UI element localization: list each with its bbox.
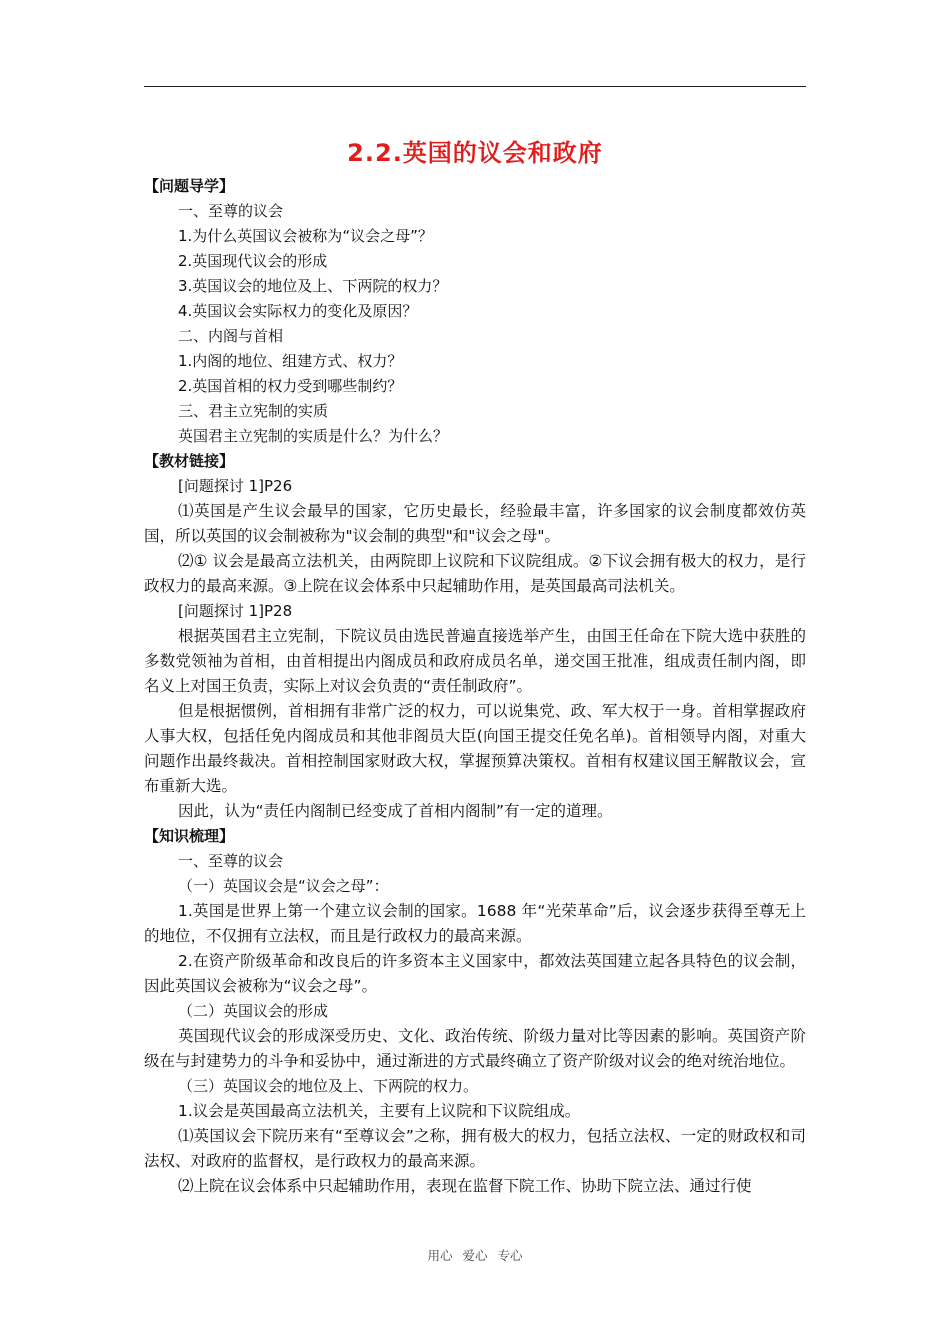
textbook-paragraph: ⑴英国是产生议会最早的国家，它历史最长，经验最丰富，许多国家的议会制度都效仿英国，所以英国的议会制被称为"议会制的典型"和"议会之母"。 — [144, 502, 806, 545]
knowledge-subheading: （三）英国议会的地位及上、下两院的权力。 — [178, 1077, 479, 1095]
knowledge-paragraph: ⑴英国议会下院历来有“至尊议会”之称，拥有极大的权力，包括立法权、一定的财政权和司法权、对政府的监督权，是行政权力的最高来源。 — [144, 1127, 806, 1170]
textbook-paragraph: 但是根据惯例，首相拥有非常广泛的权力，可以说集党、政、军大权于一身。首相掌握政府人事大权，包括任免内阁成员和其他非阁员大臣(向国王提交任免名单)。首相领导内阁，对重大问题作出最终裁决。首相控制国家财政大权，掌握预算决策权。首相有权建议国王解散议会，宣布重新大选。 — [144, 702, 806, 795]
document-title: 2.2.英国的议会和政府 — [347, 139, 603, 167]
guide-line: 3.英国议会的地位及上、下两院的权力？ — [178, 277, 448, 295]
guide-line: 二、内阁与首相 — [178, 327, 284, 345]
knowledge-subheading: 一、至尊的议会 — [178, 852, 284, 870]
section-header-knowledge: 【知识梳理】 — [144, 827, 235, 845]
document-body — [144, 174, 806, 1199]
textbook-paragraph: 因此，认为“责任内阁制已经变成了首相内阁制”有一定的道理。 — [178, 802, 613, 820]
textbook-label-p26: [问题探讨 1]P26 — [178, 477, 293, 495]
textbook-label-p28: [问题探讨 1]P28 — [178, 602, 293, 620]
knowledge-paragraph: ⑵上院在议会体系中只起辅助作用，表现在监督下院工作、协助下院立法、通过行使 — [178, 1177, 752, 1195]
knowledge-subheading: （一）英国议会是“议会之母”： — [178, 877, 389, 895]
page-footer: 用心 爱心 专心 — [427, 1248, 523, 1263]
guide-line: 一、至尊的议会 — [178, 202, 284, 220]
knowledge-paragraph: 英国现代议会的形成深受历史、文化、政治传统、阶级力量对比等因素的影响。英国资产阶级在与封建势力的斗争和妥协中，通过渐进的方式最终确立了资产阶级对议会的绝对统治地位。 — [144, 1027, 806, 1070]
knowledge-paragraph: 2.在资产阶级革命和改良后的许多资本主义国家中，都效法英国建立起各具特色的议会制，因此英国议会被称为“议会之母”。 — [144, 952, 806, 995]
knowledge-paragraph: 1.英国是世界上第一个建立议会制的国家。1688 年“光荣革命”后，议会逐步获得至尊无上的地位，不仅拥有立法权，而且是行政权力的最高来源。 — [144, 902, 806, 945]
guide-line: 1.为什么英国议会被称为“议会之母”？ — [178, 227, 433, 245]
textbook-paragraph: ⑵① 议会是最高立法机关，由两院即上议院和下议院组成。②下议会拥有极大的权力，是行政权力的最高来源。③上院在议会体系中只起辅助作用，是英国最高司法机关。 — [144, 552, 806, 595]
knowledge-paragraph: 1.议会是英国最高立法机关，主要有上议院和下议院组成。 — [178, 1102, 581, 1120]
guide-line: 4.英国议会实际权力的变化及原因？ — [178, 302, 418, 320]
guide-line: 2.英国现代议会的形成 — [178, 252, 328, 270]
textbook-paragraph: 根据英国君主立宪制，下院议员由选民普遍直接选举产生，由国王任命在下院大选中获胜的多数党领袖为首相，由首相提出内阁成员和政府成员名单，递交国王批准，组成责任制内阁，即名义上对国王负责，实际上对议会负责的“责任制政府”。 — [144, 627, 806, 695]
section-header-textbook: 【教材链接】 — [144, 452, 235, 470]
guide-line: 1.内阁的地位、组建方式、权力？ — [178, 352, 403, 370]
guide-line: 三、君主立宪制的实质 — [178, 402, 329, 420]
guide-line: 2.英国首相的权力受到哪些制约？ — [178, 377, 403, 395]
knowledge-subheading: （二）英国议会的形成 — [178, 1002, 329, 1020]
section-header-guide: 【问题导学】 — [144, 177, 235, 195]
guide-line: 英国君主立宪制的实质是什么？为什么？ — [178, 427, 449, 445]
header-rule — [144, 86, 806, 87]
